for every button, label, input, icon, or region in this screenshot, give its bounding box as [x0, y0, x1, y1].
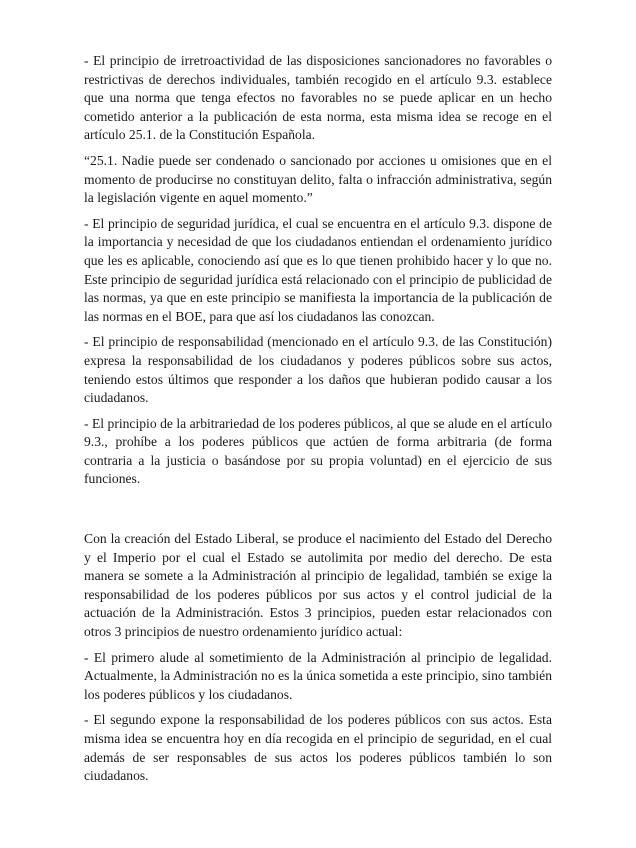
paragraph-estado-liberal: Con la creación del Estado Liberal, se produce el nacimiento del Estado del Derecho y el Imperio por el cual el Estado se autolimita por medio del derecho. De esta manera se somete a la Administración al principio de legalidad, también se exige la responsabilidad de los poderes públicos por sus actos y el control judicial de la actuación de la Administración. Estos 3 principios, pueden estar relacionados con otros 3 principios de nuestro ordenamiento jurídico actual:	[84, 531, 552, 640]
paragraph-irretroactividad: - El principio de irretroactividad de las disposiciones sancionadores no favorables o restrictivas de derechos individuales, también recogido en el artículo 9.3. establece que una norma que tenga efectos no favorables no se puede aplicar en un hecho cometido anterior a la publicación de esta norma, esta misma idea se recoge en el artículo 25.1. de la Constitución Española.	[84, 53, 552, 143]
paragraph-primero: - El primero alude al sometimiento de la Administración al principio de legalidad. Actualmente, la Administración no es la única sometida a este principio, sino también los poderes públicos y los ciudadanos.	[84, 649, 552, 702]
section-spacer	[84, 496, 552, 530]
paragraph-seguridad-juridica: - El principio de seguridad jurídica, el cual se encuentra en el artículo 9.3. dispone de la importancia y necesidad de que los ciudadanos entiendan el ordenamiento jurídico que les es aplicable, conociendo así que es lo que tienen prohibido hacer y lo que no. Este principio de seguridad jurídica está relacionado con el principio de publicidad de las normas, ya que en este principio se manifiesta la importancia de la publicación de las normas en el BOE, para que así los ciudadanos las conozcan.	[84, 215, 552, 324]
paragraph-arbitrariedad: - El principio de la arbitrariedad de los poderes públicos, al que se alude en el artículo 9.3., prohíbe a los poderes públicos que actúen de forma arbitraria (de forma contraria a la justicia o basándose por su propia voluntad) en el ejercicio de sus funciones.	[84, 415, 552, 487]
paragraph-segundo: - El segundo expone la responsabilidad de los poderes públicos con sus actos. Esta misma idea se encuentra hoy en día recogida en el principio de seguridad, en el cual además de ser responsables de sus actos los poderes públicos también lo son ciudadanos.	[84, 712, 552, 784]
quote-article-25-1: “25.1. Nadie puede ser condenado o sancionado por acciones u omisiones que en el momento de producirse no constituyan delito, falta o infracción administrativa, según la legislación vigente en aquel momento.”	[84, 152, 552, 206]
document-page	[84, 52, 552, 793]
paragraph-responsabilidad: - El principio de responsabilidad (mencionado en el artículo 9.3. de las Constitución) expresa la responsabilidad de los ciudadanos y poderes públicos sobre sus actos, teniendo estos últimos que responder a los daños que hubieran podido causar a los ciudadanos.	[84, 334, 552, 406]
